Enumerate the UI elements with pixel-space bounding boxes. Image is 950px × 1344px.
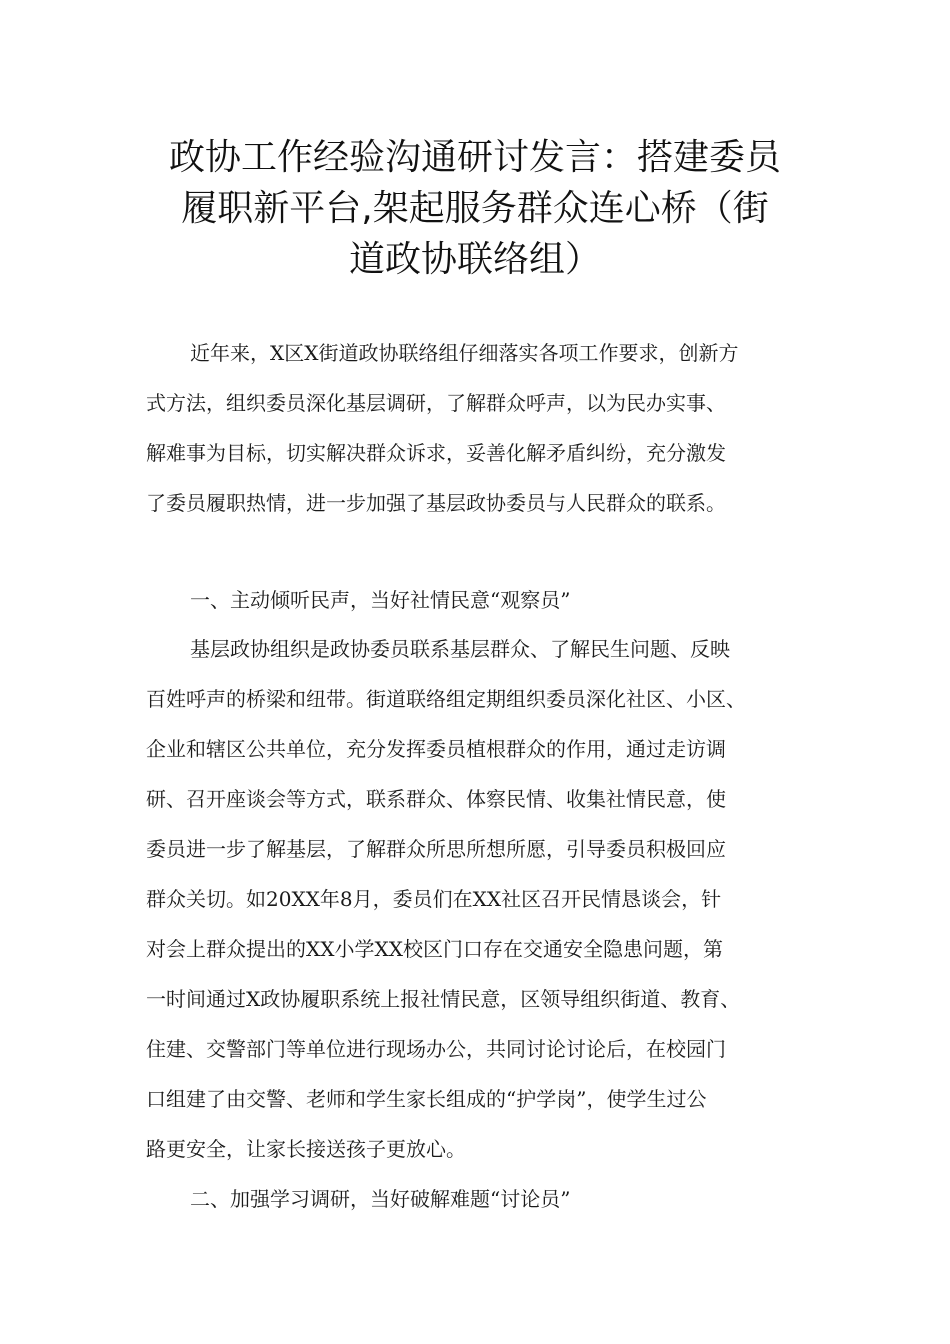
intro-paragraph — [146, 328, 826, 528]
text-line: 解难事为目标，切实解决群众诉求，妥善化解矛盾纠纷，充分激发 — [146, 441, 726, 465]
text-line: 基层政协组织是政协委员联系基层群众、了解民生问题、反映 — [190, 637, 730, 661]
text-line: 式方法，组织委员深化基层调研，了解群众呼声，以为民办实事、 — [146, 391, 726, 415]
text-line: 了委员履职热情，进一步加强了基层政协委员与人民群众的联系。 — [146, 491, 726, 515]
section1-paragraph — [146, 624, 826, 1174]
text-line: 对会上群众提出的XX小学XX校区门口存在交通安全隐患问题，第 — [146, 937, 723, 961]
section-heading-1: 一、主动倾听民声，当好社情民意“观察员” — [190, 588, 571, 612]
document-title — [120, 132, 830, 285]
text-line: 口组建了由交警、老师和学生家长组成的“护学岗”，使学生过公 — [146, 1087, 707, 1111]
text-line: 百姓呼声的桥梁和纽带。街道联络组定期组织委员深化社区、小区、 — [146, 687, 746, 711]
text-line: 企业和辖区公共单位，充分发挥委员植根群众的作用，通过走访调 — [146, 737, 726, 761]
title-line: 政协工作经验沟通研讨发言：搭建委员 — [168, 137, 781, 178]
section-heading-2: 二、加强学习调研，当好破解难题“讨论员” — [190, 1187, 571, 1211]
title-line: 履职新平台,架起服务群众连心桥（街 — [181, 188, 769, 229]
text-line: 住建、交警部门等单位进行现场办公，共同讨论讨论后，在校园门 — [146, 1037, 726, 1061]
text-line: 研、召开座谈会等方式，联系群众、体察民情、收集社情民意，使 — [146, 787, 726, 811]
text-line: 一时间通过X政协履职系统上报社情民意，区领导组织街道、教育、 — [146, 987, 741, 1011]
text-line: 近年来，X区X街道政协联络组仔细落实各项工作要求，创新方 — [190, 341, 739, 365]
text-line: 路更安全，让家长接送孩子更放心。 — [146, 1137, 466, 1161]
text-line: 委员进一步了解基层，了解群众所思所想所愿，引导委员积极回应 — [146, 837, 726, 861]
text-line: 群众关切。如20XX年8月，委员们在XX社区召开民情恳谈会，针 — [146, 887, 722, 911]
title-line: 道政协联络组） — [348, 239, 601, 280]
